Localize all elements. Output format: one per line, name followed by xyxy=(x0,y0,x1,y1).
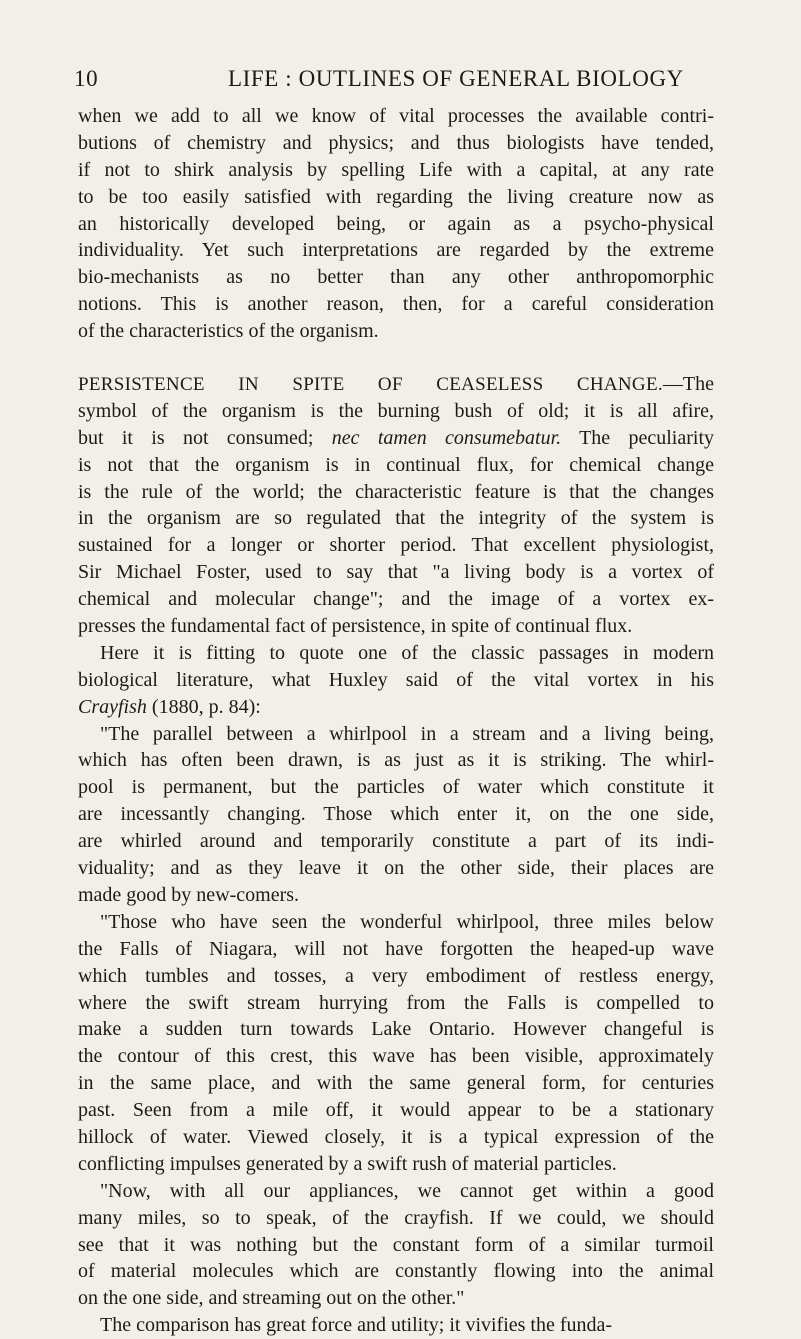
block-quote xyxy=(78,721,714,1313)
text-line: bio-mechanists as no better than any other anthropomorphic xyxy=(78,266,714,289)
quote-line: are whirled around and temporarily constitute a part of its indi- xyxy=(78,830,714,853)
quote-line: make a sudden turn towards Lake Ontario. However changeful is xyxy=(78,1018,714,1041)
quote-line: "Those who have seen the wonderful whirlpool, three miles below xyxy=(100,910,714,933)
quote-line: where the swift stream hurrying from the Falls is compelled to xyxy=(78,991,714,1014)
section-heading: PERSISTENCE IN SPITE OF CEASELESS CHANGE. xyxy=(78,374,663,396)
section-heading-line xyxy=(78,371,714,398)
text-line: biological literature, what Huxley said of the vital vortex in his xyxy=(78,668,714,691)
running-header xyxy=(74,66,714,96)
quote-line: many miles, so to speak, of the crayfish. If we could, we should xyxy=(78,1206,714,1229)
text-line: to be too easily satisfied with regarding the living creature now as xyxy=(78,185,714,208)
quote-line: of material molecules which are constantly flowing into the animal xyxy=(78,1260,714,1283)
text-line: Here it is fitting to quote one of the classic passages in modern xyxy=(100,641,714,664)
section-persistence xyxy=(78,371,714,721)
text-line: symbol of the organism is the burning bush of old; it is all afire, xyxy=(78,399,714,422)
text-line: The comparison has great force and utility; it vivifies the funda- xyxy=(100,1314,613,1337)
quote-line: on the one side, and streaming out on the other." xyxy=(78,1287,465,1310)
quote-line: conflicting impulses generated by a swift rush of material particles. xyxy=(78,1152,617,1175)
latin-phrase: nec tamen consumebatur. xyxy=(331,426,562,449)
paragraph-continued xyxy=(78,103,714,345)
quote-line: which has often been drawn, is as just as it is striking. The whirl- xyxy=(78,749,714,772)
text-line: an historically developed being, or again as a psycho-physical xyxy=(78,212,714,235)
running-title: LIFE : OUTLINES OF GENERAL BIOLOGY xyxy=(228,66,684,91)
paragraph-gap xyxy=(78,345,714,371)
text-line: Crayfish (1880, p. 84): xyxy=(78,695,261,718)
quote-line: past. Seen from a mile off, it would appear to be a stationary xyxy=(78,1099,714,1122)
text-line: but it is not consumed; nec tamen consumebatur. The peculiarity xyxy=(78,426,715,449)
quote-line: in the same place, and with the same general form, for centuries xyxy=(78,1072,714,1095)
text-line: Sir Michael Foster, used to say that "a living body is a vortex of xyxy=(78,561,714,584)
text-line: notions. This is another reason, then, for a careful consideration xyxy=(78,293,714,316)
quote-line: made good by new-comers. xyxy=(78,883,300,906)
book-title-crayfish: Crayfish xyxy=(78,695,147,718)
text-line: sustained for a longer or shorter period. That excellent physiologist, xyxy=(78,534,714,557)
quote-line: pool is permanent, but the particles of water which constitute it xyxy=(78,776,714,799)
text-line: butions of chemistry and physics; and thus biologists have tended, xyxy=(78,131,714,154)
quote-line: "The parallel between a whirlpool in a stream and a living being, xyxy=(100,722,714,745)
quote-line: the contour of this crest, this wave has been visible, approximately xyxy=(78,1045,714,1068)
quote-line: which tumbles and tosses, a very embodiment of restless energy, xyxy=(78,964,714,987)
text-line: presses the fundamental fact of persistence, in spite of continual flux. xyxy=(78,615,633,638)
text-line: of the characteristics of the organism. xyxy=(78,320,379,343)
paragraph-comparison xyxy=(78,1312,714,1339)
quote-line: see that it was nothing but the constant form of a similar turmoil xyxy=(78,1233,714,1256)
section-lead-in: —The xyxy=(662,373,714,396)
text-line: when we add to all we know of vital processes the available contri- xyxy=(78,105,714,127)
quote-line: "Now, with all our appliances, we cannot get within a good xyxy=(100,1179,714,1202)
quote-line: hillock of water. Viewed closely, it is a typical expression of the xyxy=(78,1125,714,1148)
text-line: if not to shirk analysis by spelling Life with a capital, at any rate xyxy=(78,158,714,181)
quote-line: viduality; and as they leave it on the other side, their places are xyxy=(78,857,714,880)
text-line: is the rule of the world; the characteristic feature is that the changes xyxy=(78,480,714,503)
text-line: is not that the organism is in continual flux, for chemical change xyxy=(78,453,714,476)
text-line: individuality. Yet such interpretations are regarded by the extreme xyxy=(78,239,714,262)
body-text xyxy=(78,103,714,1339)
quote-line: the Falls of Niagara, will not have forgotten the heaped-up wave xyxy=(78,937,714,960)
quote-line: are incessantly changing. Those which enter it, on the one side, xyxy=(78,803,714,826)
text-line: in the organism are so regulated that the integrity of the system is xyxy=(78,507,714,530)
page-number: 10 xyxy=(74,66,99,91)
text-line: chemical and molecular change"; and the image of a vortex ex- xyxy=(78,588,714,611)
